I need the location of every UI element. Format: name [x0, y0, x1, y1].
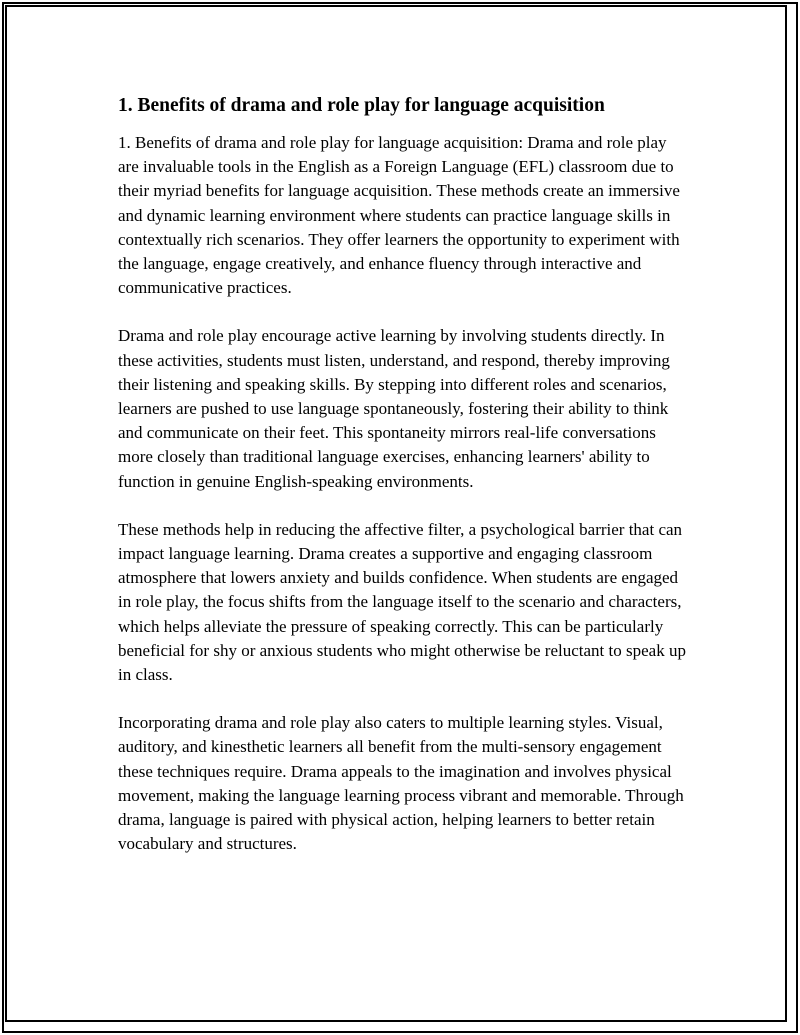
paragraph-affective-filter: These methods help in reducing the affective filter, a psychological barrier that can impact language learning. Drama creates a supportive and engaging classroom atmosphere that lowers anxiety and builds confidence. When students are engaged in role play, the focus shifts from the language itself to the scenario and characters, which helps alleviate the pressure of speaking correctly. This can be particularly beneficial for shy or anxious students who might otherwise be reluctant to speak up in class.	[118, 519, 686, 685]
paragraph-learning-styles: Incorporating drama and role play also caters to multiple learning styles. Visual, auditory, and kinesthetic learners all benefit from the multi-sensory engagement these techniques require. Drama appeals to the imagination and involves physical movement, making the language learning process vibrant and memorable. Through drama, language is paired with physical action, helping learners to better retain vocabulary and structures.	[118, 713, 684, 854]
paragraph-benefits-intro: 1. Benefits of drama and role play for language acquisition: Drama and role play are invaluable tools in the English as a Foreign Language (EFL) classroom due to their myriad benefits for language acquisition. These methods create an immersive and dynamic learning environment where students can practice language skills in contextually rich scenarios. They offer learners the opportunity to experiment with the language, engage creatively, and enhance fluency through interactive and communicative practices.	[118, 133, 680, 298]
document-heading: 1. Benefits of drama and role play for language acquisition	[118, 95, 605, 116]
paragraph-active-learning: Drama and role play encourage active learning by involving students directly. In these activities, students must listen, understand, and respond, thereby improving their listening and speaking skills. By stepping into different roles and scenarios, learners are pushed to use language spontaneously, fostering their ability to think and communicate on their feet. This spontaneity mirrors real-life conversations more closely than traditional language exercises, enhancing learners' ability to function in genuine English-speaking environments.	[118, 326, 670, 491]
document-body	[118, 93, 688, 880]
